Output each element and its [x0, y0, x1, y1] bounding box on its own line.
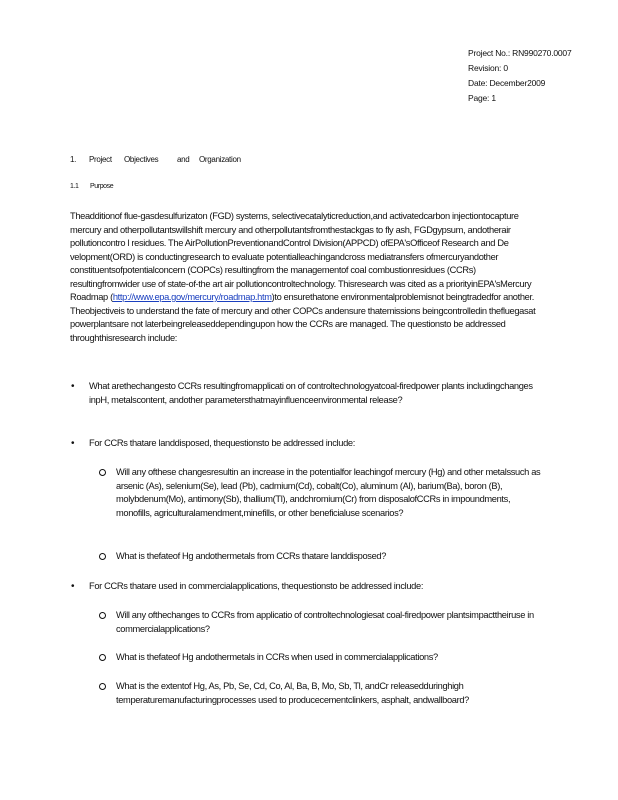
sub-bullet-text: What is thefateof Hg andothermetals from CCRs thatare landdisposed?	[116, 551, 387, 561]
list-item	[116, 609, 548, 636]
bullet-text: What arethechangesto CCRs resultingfromapplicati on of controltechnologyatcoal-firedpower plants includingchanges inpH, metalscontent, andother parametersthatmayinfluenceenvironmental release?	[89, 381, 533, 405]
bullet-text: For CCRs thatare used in commercialapplications, thequestionsto be addressed include:	[89, 581, 424, 591]
project-number: Project No.: RN990270.0007	[468, 48, 572, 58]
subsection-heading	[70, 183, 113, 190]
circle-bullet-icon	[99, 683, 106, 690]
list-item	[116, 550, 548, 564]
purpose-paragraph	[70, 210, 544, 345]
circle-bullet-icon	[99, 654, 106, 661]
section-word: Project	[89, 155, 112, 164]
section-word: Organization	[199, 155, 241, 164]
section-word: and	[177, 155, 190, 164]
sub-bullet-text: What is thefateof Hg andothermetals in CCRs when used in commercialapplications?	[116, 652, 438, 662]
circle-bullet-icon	[99, 553, 106, 560]
date: Date: December2009	[468, 78, 546, 88]
paragraph-text: )to ensurethatone environmentalproblemisnot beingtradedfor another. Theobjectiveis to understand the fate of mercury and other COPCs andensure thatemissions beingcontrolledin thefluegasat powerplantsare not laterbeingreleaseddependingupon how the CCRs are managed. The questionsto be addressed throughthisresearch include:	[70, 292, 536, 343]
bullet-icon: •	[71, 581, 75, 592]
list-item	[71, 380, 544, 407]
bullet-icon: •	[71, 381, 75, 392]
section-number: 1.	[70, 155, 77, 164]
section-heading	[70, 155, 241, 164]
paragraph-text: Theadditionof flue-gasdesulfurizaton (FGD) systems, selectivecatalyticreduction,and activatedcarbon injectiontocapture mercury and otherpollutantswillshift mercury and otherpollutantsfromthestackgas to fly ash, FGDgypsum, andotherair pollutioncontro l residues. The AirPollutionPreventionandControl Division(APPCD) ofEPA'sOfficeof Research and De velopment(ORD) is conductingresearch to evaluate potentialleachingandcross mediatransfers ofmercuryandother constituentsofpotentialconcern (COPCs) resultingfrom the managementof coal combustionresidues (CCRs) resultingfromwider use of state-of-the art air pollutioncontroltechnology. Thisresearch was cited as a priorityinEPA'sMercury Roadmap (	[70, 211, 532, 302]
circle-bullet-icon	[99, 612, 106, 619]
roadmap-link[interactable]: http://www.epa.gov/mercury/roadmap.htm	[112, 292, 272, 302]
sub-bullet-text: What is the extentof Hg, As, Pb, Se, Cd, Co, Al, Ba, B, Mo, Sb, Tl, andCr releasedduringhigh temperaturemanufacturingprocesses used to producecementclinkers, asphalt, andwallboard?	[116, 681, 470, 705]
bullet-icon: •	[71, 438, 75, 449]
list-item	[71, 437, 544, 451]
sub-bullet-text: Will any ofthese changesresultin an increase in the potentialfor leachingof mercury (Hg) and other metalssuch as arsenic (As), selenium(Se), lead (Pb), cadmium(Cd), cobalt(Co), aluminum (Al), barium(Ba), boron (B), molybdenum(Mo), antimony(Sb), thallium(Tl), andchromium(Cr) from disposalofCCRs in impoundments, monofills, agriculturalamendment,minefills, or other beneficialuse scenarios?	[116, 467, 541, 518]
section-word: Objectives	[124, 155, 159, 164]
list-item	[116, 466, 548, 520]
document-header	[468, 46, 571, 106]
list-item	[116, 680, 548, 707]
list-item	[116, 651, 548, 665]
page-number: Page: 1	[468, 93, 496, 103]
subsection-title: Purpose	[90, 183, 114, 190]
list-item	[71, 580, 544, 594]
revision: Revision: 0	[468, 63, 508, 73]
bullet-text: For CCRs thatare landdisposed, thequestionsto be addressed include:	[89, 438, 355, 448]
subsection-number: 1.1	[70, 183, 79, 190]
sub-bullet-text: Will any ofthechanges to CCRs from applicatio of controltechnologiesat coal-firedpower plantsimpacttheiruse in commercialapplications?	[116, 610, 534, 634]
circle-bullet-icon	[99, 469, 106, 476]
